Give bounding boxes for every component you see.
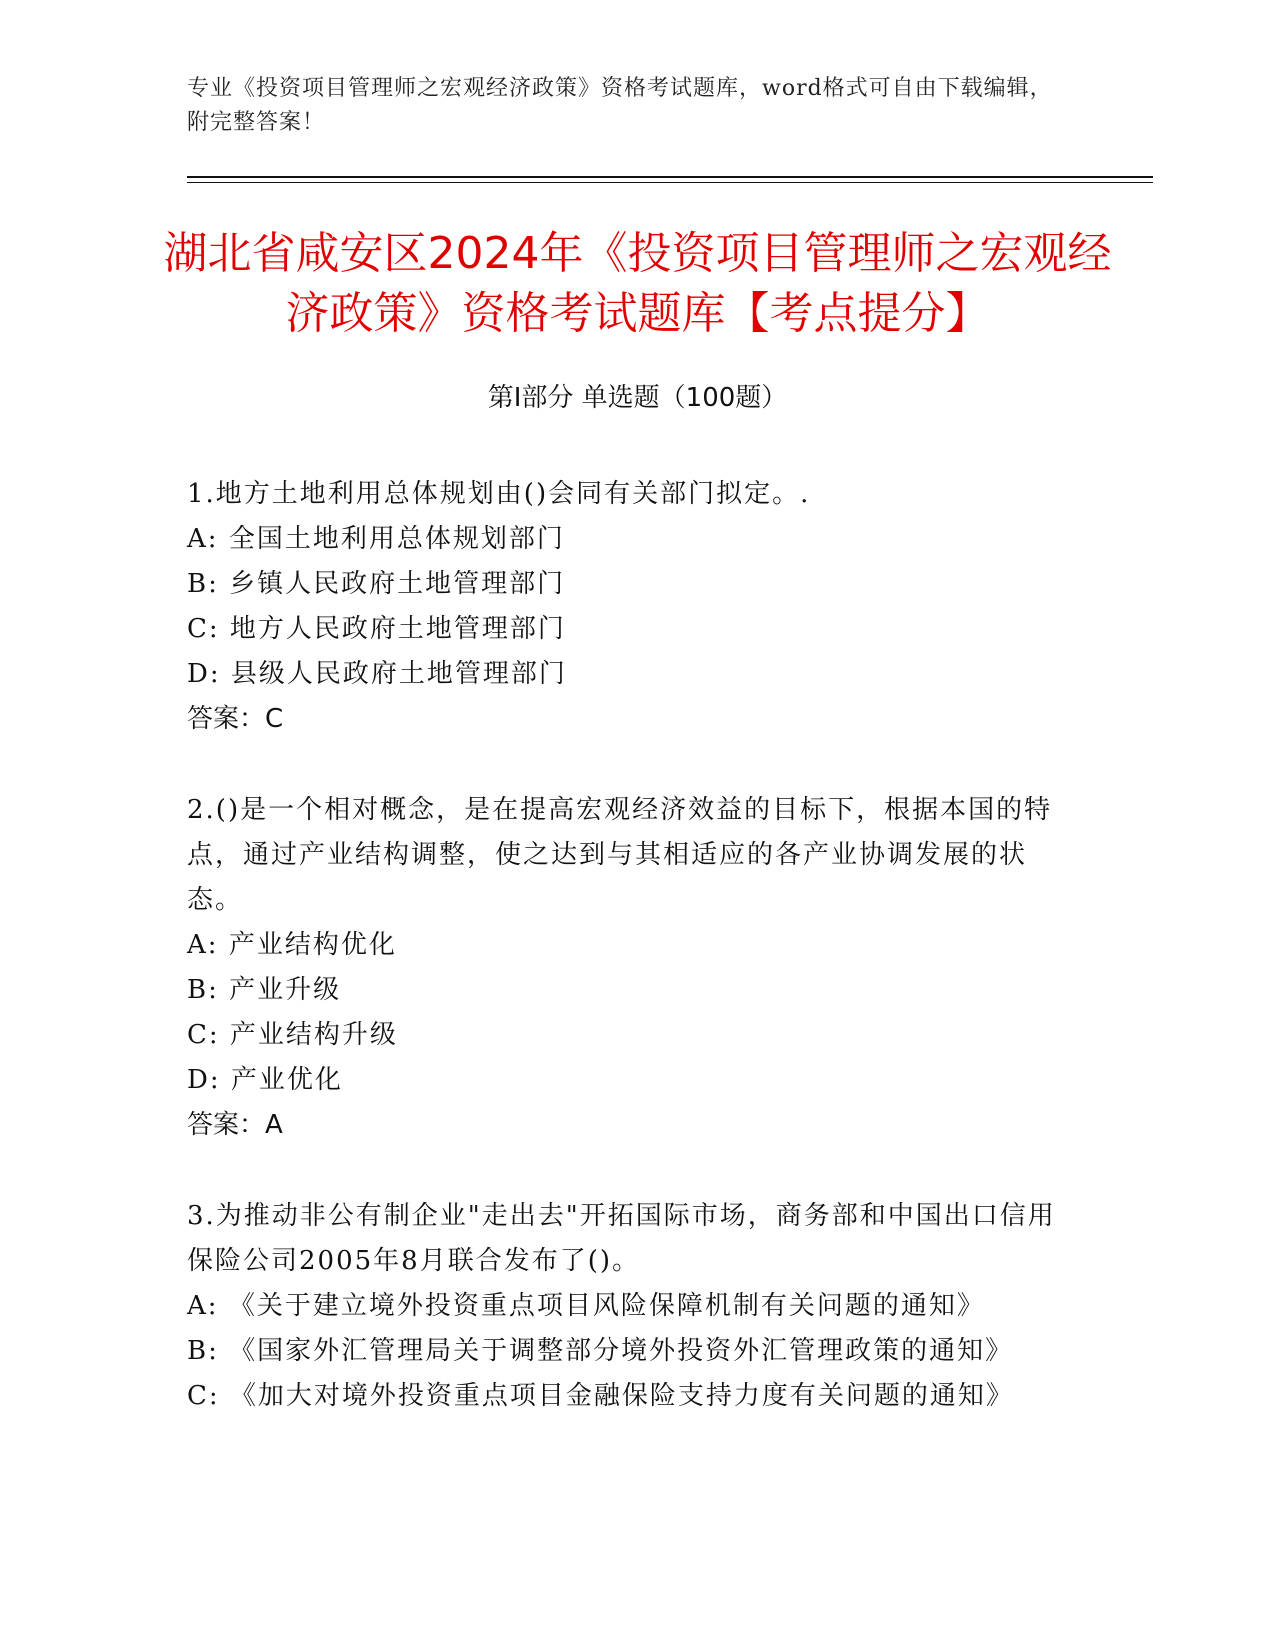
question-option-b bbox=[187, 968, 1067, 1013]
option-key: B: bbox=[187, 569, 219, 599]
option-key: A: bbox=[187, 1291, 219, 1321]
header-divider-thin bbox=[187, 182, 1153, 183]
option-key: D: bbox=[187, 659, 221, 689]
option-text: 《加大对境外投资重点项目金融保险支持力度有关问题的通知》 bbox=[229, 1381, 1014, 1411]
option-text: 《关于建立境外投资重点项目风险保障机制有关问题的通知》 bbox=[228, 1291, 985, 1321]
document-title: 湖北省咸安区2024年《投资项目管理师之宏观经济政策》资格考试题库【考点提分】 bbox=[163, 228, 1112, 339]
question-option-a bbox=[187, 923, 1067, 968]
option-key: C: bbox=[187, 1020, 220, 1050]
option-text: 地方人民政府土地管理部门 bbox=[229, 614, 566, 644]
option-key: A: bbox=[187, 524, 219, 554]
option-key: A: bbox=[187, 930, 219, 960]
question-option-a bbox=[187, 517, 1067, 562]
option-text: 全国土地利用总体规划部门 bbox=[228, 524, 565, 554]
question-option-d bbox=[187, 1058, 1067, 1103]
option-text: 产业结构升级 bbox=[229, 1020, 398, 1050]
question-option-c bbox=[187, 1013, 1067, 1058]
question-option-c bbox=[187, 1374, 1067, 1419]
question-option-b bbox=[187, 1329, 1067, 1374]
option-text: 县级人民政府土地管理部门 bbox=[230, 659, 567, 689]
question-answer: 答案：A bbox=[187, 1110, 283, 1140]
header-note: 专业《投资项目管理师之宏观经济政策》资格考试题库，word格式可自由下载编辑，附完整答案！ bbox=[187, 76, 1053, 135]
question-option-a bbox=[187, 1284, 1067, 1329]
section-title: 第I部分 单选题（100题） bbox=[487, 383, 788, 413]
option-key: B: bbox=[187, 1336, 219, 1366]
option-text: 产业升级 bbox=[229, 975, 342, 1005]
question-stem: 2.()是一个相对概念，是在提高宏观经济效益的目标下，根据本国的特点，通过产业结构调整，使之达到与其相适应的各产业协调发展的状态。 bbox=[187, 795, 1053, 915]
question-option-b bbox=[187, 562, 1067, 607]
question-option-c bbox=[187, 607, 1067, 652]
option-key: D: bbox=[187, 1065, 221, 1095]
option-text: 《国家外汇管理局关于调整部分境外投资外汇管理政策的通知》 bbox=[229, 1336, 1014, 1366]
option-key: C: bbox=[187, 614, 220, 644]
question-stem: 1.地方土地利用总体规划由()会同有关部门拟定。. bbox=[187, 479, 811, 509]
question-stem: 3.为推动非公有制企业"走出去"开拓国际市场，商务部和中国出口信用保险公司2005年8月联合发布了()。 bbox=[187, 1201, 1056, 1276]
question-1 bbox=[187, 472, 1067, 742]
option-key: C: bbox=[187, 1381, 220, 1411]
option-text: 产业优化 bbox=[230, 1065, 343, 1095]
header-divider-thick bbox=[187, 176, 1153, 178]
question-answer: 答案：C bbox=[187, 704, 284, 734]
question-3 bbox=[187, 1194, 1067, 1419]
question-2 bbox=[187, 788, 1067, 1148]
option-key: B: bbox=[187, 975, 219, 1005]
option-text: 产业结构优化 bbox=[228, 930, 397, 960]
question-option-d bbox=[187, 652, 1067, 697]
option-text: 乡镇人民政府土地管理部门 bbox=[229, 569, 566, 599]
question-list bbox=[187, 472, 1067, 1465]
